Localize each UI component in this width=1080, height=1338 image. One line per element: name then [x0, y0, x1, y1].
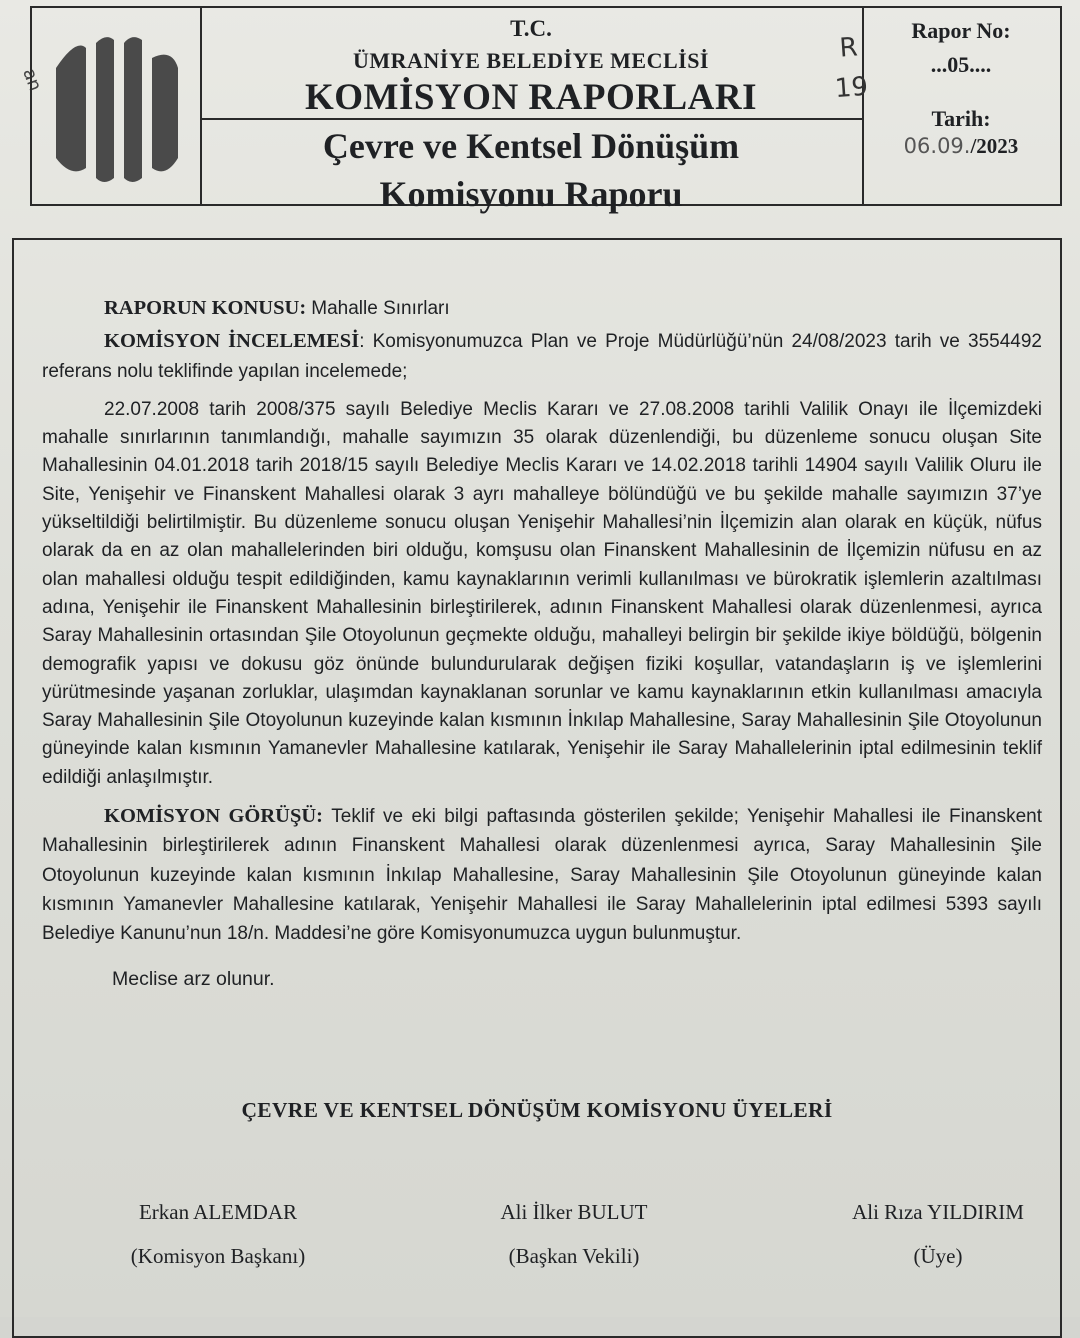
report-no-label: Rapor No: — [911, 18, 1011, 43]
member-name: Ali Rıza YILDIRIM — [852, 1200, 1024, 1224]
member-name: Ali İlker BULUT — [500, 1200, 648, 1224]
committee-title-line1: Çevre ve Kentsel Dönüşüm — [322, 126, 740, 166]
council-name: ÜMRANİYE BELEDİYE MECLİSİ — [352, 48, 709, 73]
member-role: (Komisyon Başkanı) — [130, 1244, 306, 1268]
review-text: : Komisyonumuzca Plan ve Proje Müdürlüğü’nün 24/08/2023 tarih ve 3554492 referans nolu teklifinde yapılan incelemede; — [42, 331, 1042, 382]
member-role: (Üye) — [913, 1244, 963, 1268]
opinion-label: KOMİSYON GÖRÜŞÜ: — [104, 805, 323, 828]
review-paragraph: 22.07.2008 tarih 2008/375 sayılı Belediye Meclis Kararı ve 27.08.2008 tarihli Valilik Onayı ile İlçemizdeki mahalle sınırlarının tanımlandığı, mahalle sayımızın 35 olarak düzenlendiği, bu düzenleme sonucu oluşan Site Mahallesinin 04.01.2018 tarih 2018/15 sayılı Belediye Meclis Kararı ve 14.02.2018 tarihli 14904 sayılı Valilik Oluru ile Site, Yenişehir ve Finanskent Mahallesi olarak 3 ayrı mahalleye bölündüğü ve bu şekilde mahalle sayımızın 37’ye yükseltildiği belirtilmiştir. Bu düzenleme sonucu oluşan Yenişehir Mahallesi’nin İlçemizin alan olarak en küçük, nüfus olarak da en az olan mahallelerinden biri olduğu, komşusu olan Finanskent Mahallesinin de İlçemizin nüfusu en az olan mahallesi olduğu tespit edildiğinden, kamu kaynaklarının verimli kullanılması ve bürokratik işlemlerin azaltılması adına, Yenişehir ile Finanskent Mahallesinin birleştirilerek, adının Finanskent Mahallesi olarak düzenlenmesi, ayrıca Saray Mahallesinin ortasından Şile Otoyolunun geçmekte olduğu, mahalleyi belirgin bir şekilde ikiye böldüğü, bölgenin demografik yapısı ve dokusu göz önünde bulundurularak değişen fiziki koşullar, vatandaşların iş ve işlemlerini yürütmesinde yaşanan zorluklar, ulaşımdan kaynaklanan sorunlar ve kamu kaynaklarının etkin kullanılması amacıyla Saray Mahallesinin Şile Otoyolunun kuzeyinde kalan kısmının İnkılap Mahallesine, Saray Mahallesinin Şile Otoyolunun güneyinde kalan kısmının Yamanevler Mahallesine katılarak, Yenişehir ile Saray Mahallelerinin iptal edilmesinin teklif edildiği anlaşılmıştır. — [42, 398, 1042, 788]
handwritten-mark-number: 19 — [833, 71, 869, 105]
report-content — [42, 294, 1042, 993]
review-label: KOMİSYON İNCELEMESİ — [104, 330, 360, 353]
reports-heading: KOMİSYON RAPORLARI — [305, 77, 757, 118]
logo-cell — [32, 8, 202, 204]
review-intro — [42, 327, 1042, 386]
date-value — [862, 134, 1060, 159]
report-info-cell — [862, 8, 1060, 204]
member-signature — [68, 1190, 368, 1278]
member-role: (Başkan Vekili) — [508, 1244, 640, 1268]
subject-label: RAPORUN KONUSU: — [104, 297, 307, 319]
report-header — [30, 6, 1062, 214]
opinion-text: Teklif ve eki bilgi paftasında gösterilen şekilde; Yenişehir Mahallesi ile Finanskent Mahallesinin birleştirilerek adının Finanskent Mahallesi olarak düzenlenmesi ayrıca, Saray Mahallesinin Şile Otoyolunun kuzeyinde kalan kısmının İnkılap Mahallesine, Saray Mahallesinin Şile Otoyolunun güneyinde kalan kısmının Yamanevler Mahallesine katılarak, Yenişehir Mahallesi ile Saray Mahallelerinin iptal edilmesi 5393 sayılı Belediye Kanunu’nun 18/n. Maddesi’ne göre Komisyonumuzca uygun bulunmuştur. — [42, 806, 1042, 945]
member-name: Erkan ALEMDAR — [138, 1200, 298, 1224]
members-title: ÇEVRE VE KENTSEL DÖNÜŞÜM KOMİSYONU ÜYELERİ — [241, 1098, 833, 1122]
committee-title — [200, 122, 862, 218]
date-label: Tarih: — [931, 106, 991, 131]
opinion-paragraph — [42, 802, 1042, 948]
committee-title-line2: Komisyonu Raporu — [379, 174, 683, 214]
handwritten-mark-letter: R — [838, 32, 859, 64]
subject-line — [42, 294, 1042, 323]
title-top — [200, 8, 862, 120]
date-handwritten: 06.09. — [903, 134, 971, 158]
municipality-logo-icon — [46, 28, 186, 188]
corner-paper-fragment: an — [18, 65, 46, 94]
closing-line: Meclise arz olunur. — [112, 967, 275, 990]
member-signature — [788, 1190, 1080, 1278]
date-year: /2023 — [970, 134, 1019, 158]
report-no-value: ...05.... — [930, 52, 992, 77]
subject-text: Mahalle Sınırları — [311, 298, 450, 319]
country-label: T.C. — [510, 16, 552, 41]
member-signature — [424, 1190, 724, 1278]
report-body — [12, 238, 1062, 1338]
title-cell — [200, 8, 869, 214]
